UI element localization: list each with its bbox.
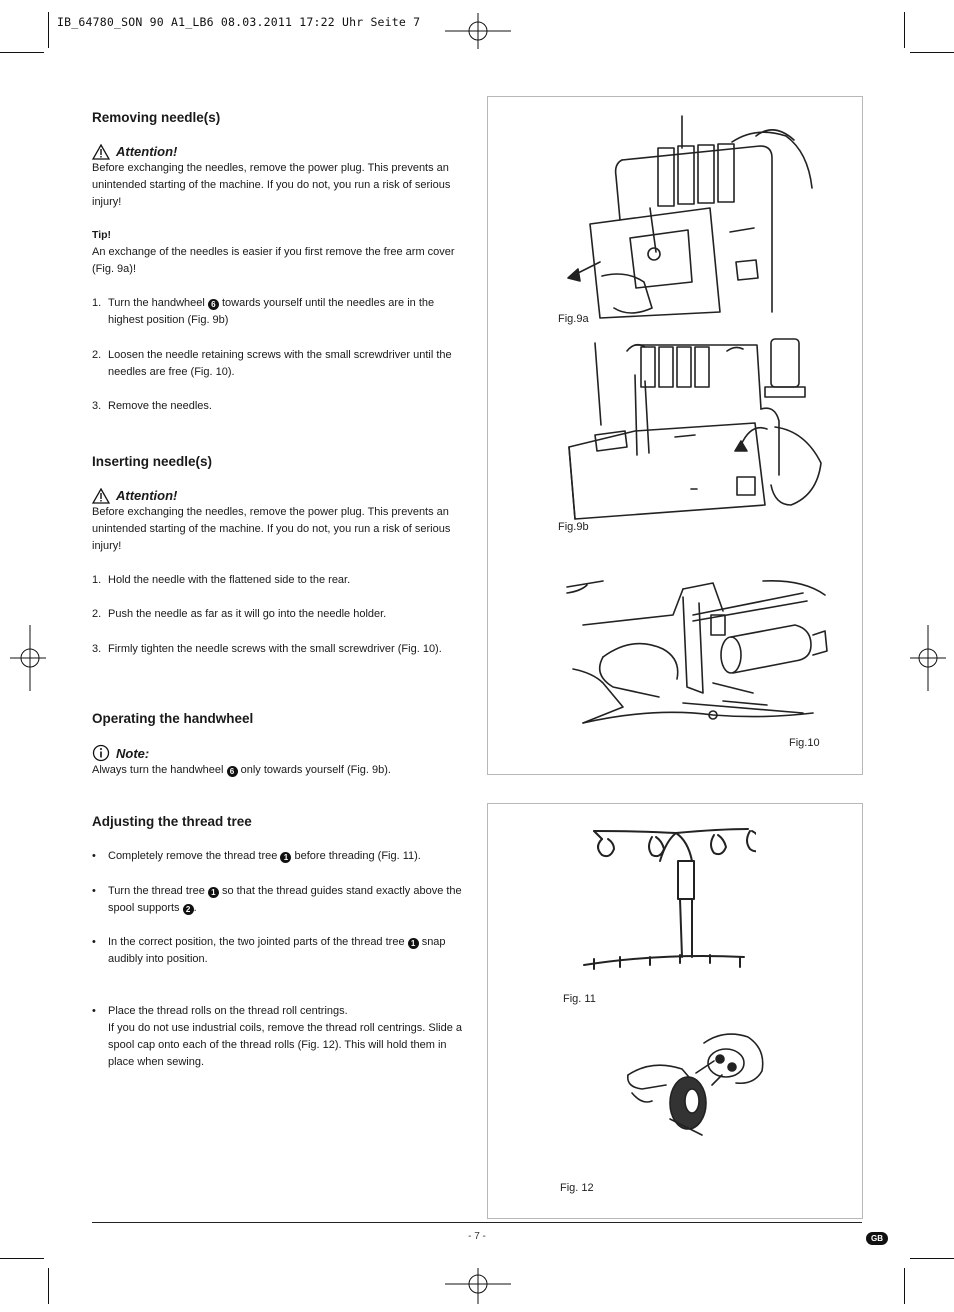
warning-text: Before exchanging the needles, remove the power plug. This prevents an unintended starting of the machine. If you do not, you run a risk of serious injury! (92, 506, 451, 552)
figure-caption: Fig.9b (558, 521, 589, 533)
list-item: 1. Hold the needle with the flattened side to the rear. (92, 574, 351, 586)
figure-caption: Fig. 11 (563, 993, 596, 1005)
section-title: Operating the handwheel (92, 711, 254, 726)
registration-mark-top (445, 13, 511, 49)
list-item: 2. Loosen the needle retaining screws with the small screwdriver until the needles are free (Fig. 10). (92, 349, 452, 378)
registration-mark-left (10, 625, 46, 691)
language-badge: GB (866, 1232, 888, 1245)
part-number-badge: 2 (183, 904, 194, 915)
note-text: Always turn the handwheel 6 only towards yourself (Fig. 9b). (92, 764, 391, 776)
list-item: 1. Turn the handwheel 6 towards yourself until the needles are in the highest position (Fig. 9b) (92, 297, 435, 326)
page-number: - 7 - (468, 1231, 486, 1242)
figure-caption: Fig.9a (558, 313, 589, 325)
part-number-badge: 1 (408, 938, 419, 949)
section-inserting-needles (92, 453, 472, 658)
figure-9a-illustration (560, 112, 820, 322)
part-number-badge: 1 (280, 852, 291, 863)
list-item: 2. Push the needle as far as it will go into the needle holder. (92, 608, 387, 620)
section-operating-handwheel (92, 710, 472, 779)
figure-12-illustration (622, 1025, 772, 1140)
figure-caption: Fig. 12 (560, 1182, 594, 1194)
part-number-badge: 6 (208, 299, 219, 310)
note-heading: Note: (92, 744, 472, 762)
list-item: 3. Firmly tighten the needle screws with the small screwdriver (Fig. 10). (92, 643, 442, 655)
section-title: Inserting needle(s) (92, 454, 213, 469)
list-item: • Completely remove the thread tree 1 before threading (Fig. 11). (92, 850, 421, 862)
section-thread-tree (92, 813, 472, 1071)
warning-text: Before exchanging the needles, remove the power plug. This prevents an unintended starting of the machine. If you do not, you run a risk of serious injury! (92, 162, 451, 208)
warning-triangle-icon (92, 488, 110, 504)
section-title: Removing needle(s) (92, 110, 221, 125)
tip-label: Tip! (92, 229, 112, 241)
attention-heading: Attention! (92, 487, 472, 504)
list-item: 3. Remove the needles. (92, 400, 212, 412)
section-title: Adjusting the thread tree (92, 814, 252, 829)
part-number-badge: 6 (227, 766, 238, 777)
attention-heading: Attention! (92, 143, 472, 160)
figure-11-illustration (580, 817, 756, 987)
print-slug: IB_64780_SON 90 A1_LB6 08.03.2011 17:22 Uhr Seite 7 (57, 15, 421, 29)
part-number-badge: 1 (208, 887, 219, 898)
list-item: • In the correct position, the two jointed parts of the thread tree 1 snap audibly into position. (92, 936, 446, 965)
section-removing-needles (92, 109, 472, 415)
figure-9b-illustration (565, 335, 825, 525)
registration-mark-bottom (445, 1268, 511, 1304)
figure-10-illustration (563, 575, 833, 725)
list-item: • Turn the thread tree 1 so that the thread guides stand exactly above the spool supports 2 . (92, 885, 462, 914)
registration-mark-right (910, 625, 946, 691)
warning-triangle-icon (92, 144, 110, 160)
footer-rule (92, 1222, 862, 1223)
info-icon (92, 744, 110, 762)
figure-caption: Fig.10 (789, 737, 820, 749)
list-item: • Place the thread rolls on the thread roll centrings. If you do not use industrial coils, remove the thread roll centrings. Slide a spool cap onto each of the thread rolls (Fig. 12). This will hold them in place when sewing. (92, 1005, 463, 1068)
tip-text: An exchange of the needles is easier if you first remove the free arm cover (Fig. 9a)! (92, 246, 455, 275)
